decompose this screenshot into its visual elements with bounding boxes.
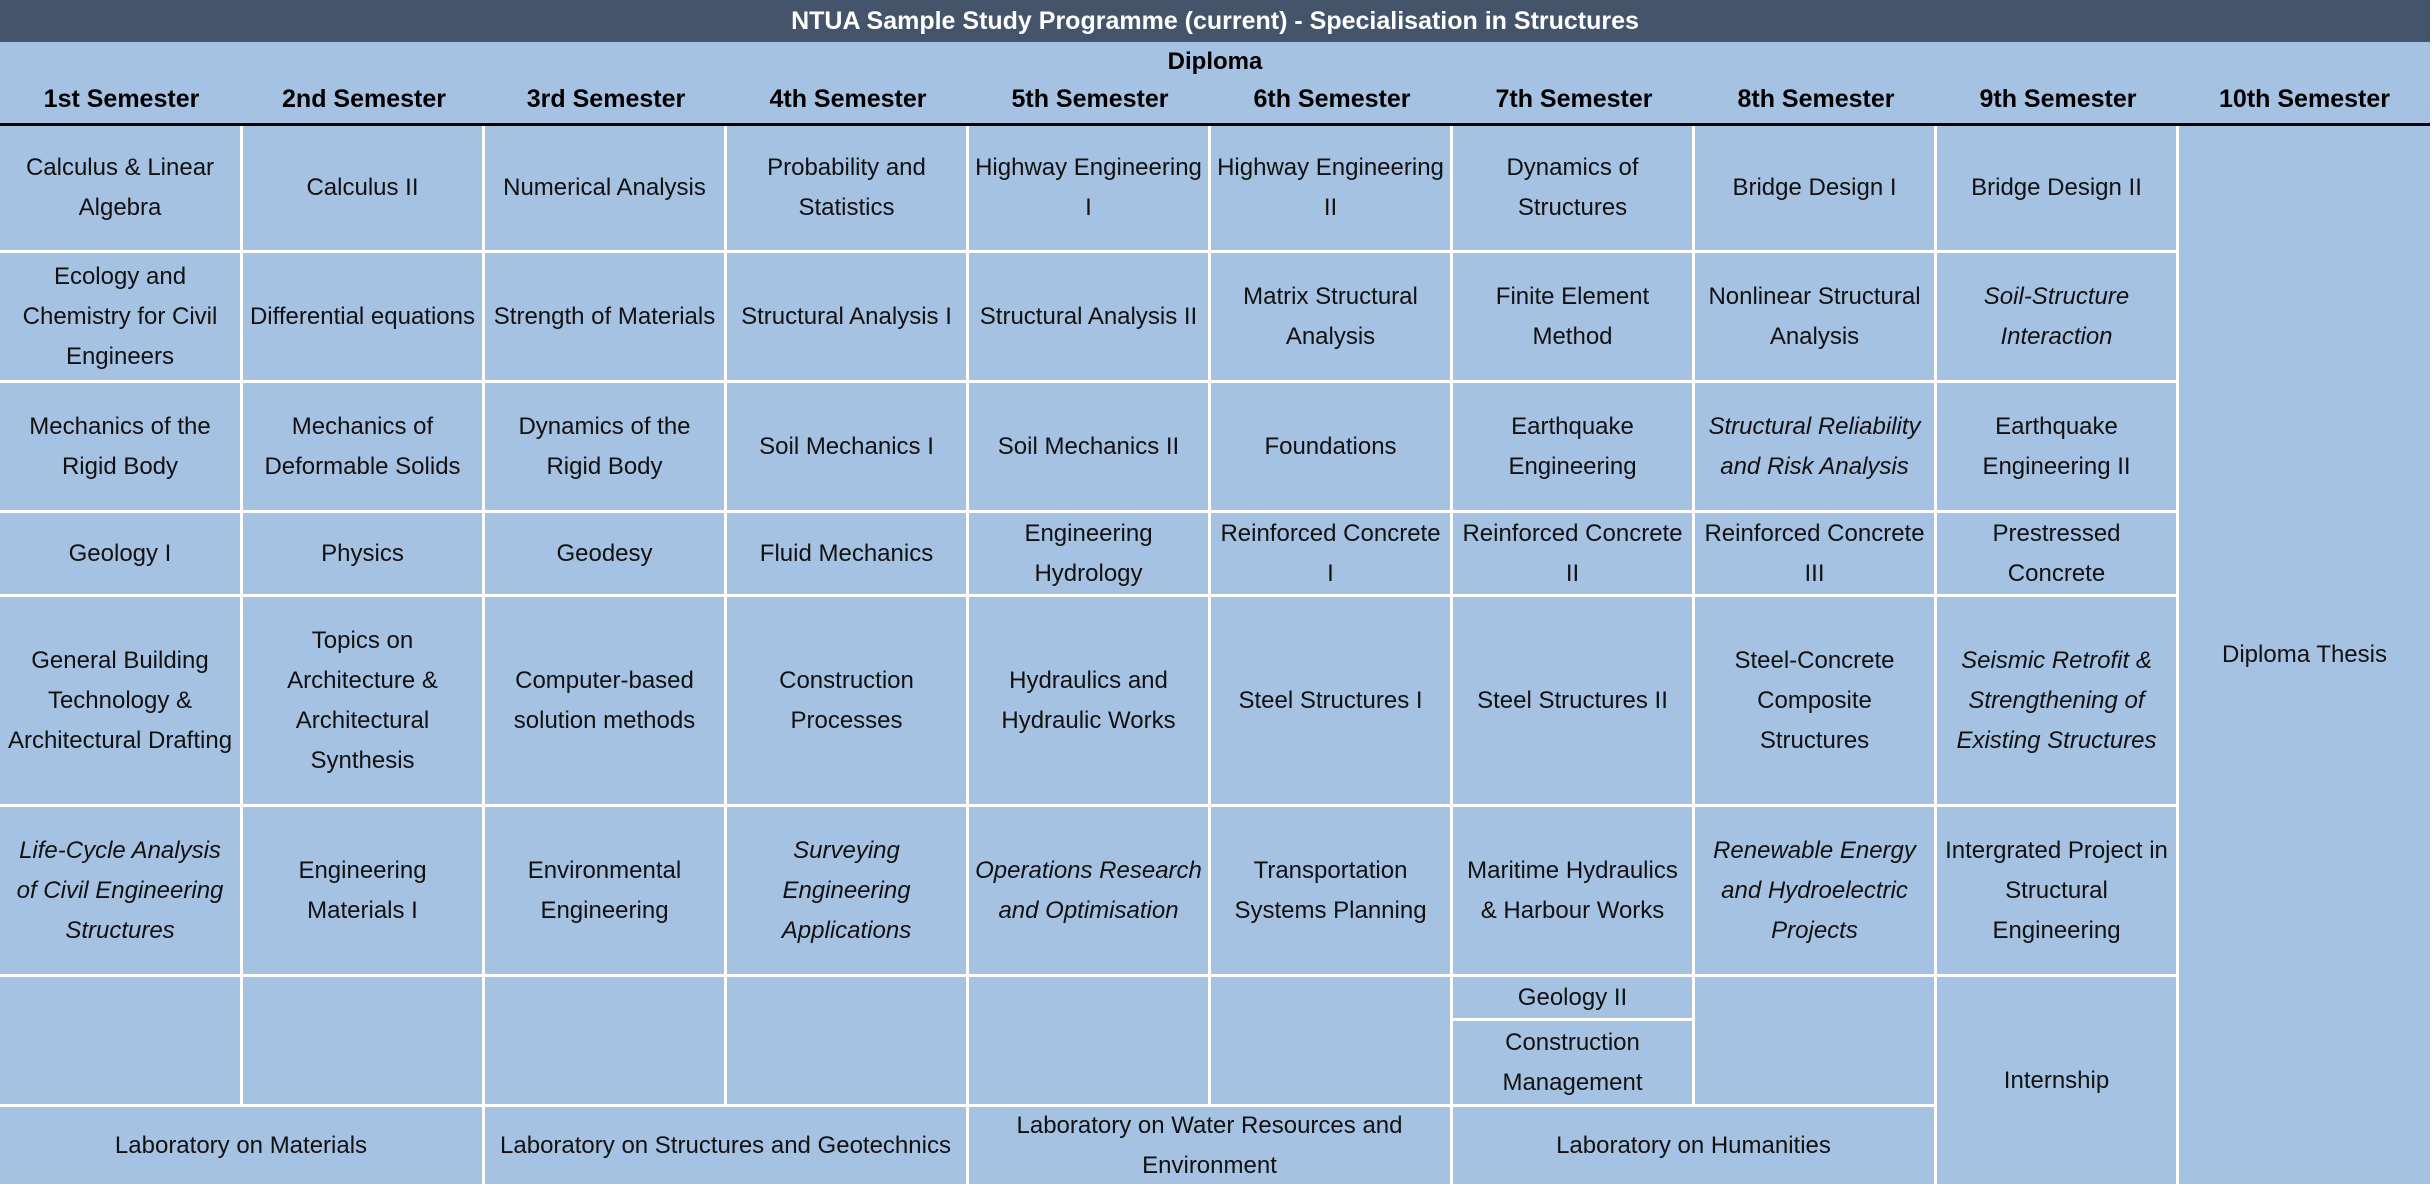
semester-header-10: 10th Semester: [2179, 76, 2430, 126]
course-cell: Differential equations: [243, 253, 485, 383]
diploma-thesis-cell: Diploma Thesis: [2179, 126, 2430, 1187]
course-cell: Nonlinear Structural Analysis: [1695, 253, 1937, 383]
course-cell: Computer-based solution methods: [485, 597, 727, 807]
semester-header-9: 9th Semester: [1937, 76, 2179, 126]
diploma-header: Diploma: [0, 42, 2430, 76]
semester-header-1: 1st Semester: [0, 76, 243, 126]
course-cell: Topics on Architecture & Architectural Synthesis: [243, 597, 485, 807]
lab-cell-structures-geotechnics: Laboratory on Structures and Geotechnics: [485, 1107, 969, 1187]
course-cell: Dynamics of the Rigid Body: [485, 383, 727, 513]
course-cell: Highway Engineering I: [969, 126, 1211, 253]
elective-course-cell: Soil-Structure Interaction: [1937, 253, 2179, 383]
course-cell: Steel-Concrete Composite Structures: [1695, 597, 1937, 807]
course-cell: Bridge Design II: [1937, 126, 2179, 253]
course-cell: Transportation Systems Planning: [1211, 807, 1453, 977]
course-cell: Steel Structures I: [1211, 597, 1453, 807]
table-title: NTUA Sample Study Programme (current) - Specialisation in Structures: [0, 0, 2430, 42]
course-cell: Physics: [243, 513, 485, 597]
course-cell: Engineering Hydrology: [969, 513, 1211, 597]
course-cell: Geodesy: [485, 513, 727, 597]
course-cell: Strength of Materials: [485, 253, 727, 383]
semester-header-7: 7th Semester: [1453, 76, 1695, 126]
empty-cell: [969, 977, 1211, 1107]
course-cell: Prestressed Concrete: [1937, 513, 2179, 597]
course-cell: Structural Analysis II: [969, 253, 1211, 383]
empty-cell: [485, 977, 727, 1107]
course-cell: Steel Structures II: [1453, 597, 1695, 807]
lab-cell-humanities: Laboratory on Humanities: [1453, 1107, 1937, 1187]
internship-cell: Internship: [1937, 977, 2179, 1187]
course-cell: Structural Analysis I: [727, 253, 969, 383]
elective-course-cell: Structural Reliability and Risk Analysis: [1695, 383, 1937, 513]
empty-cell: [727, 977, 969, 1107]
semester-header-5: 5th Semester: [969, 76, 1211, 126]
course-cell: Highway Engineering II: [1211, 126, 1453, 253]
elective-course-cell: Renewable Energy and Hydroelectric Projects: [1695, 807, 1937, 977]
course-cell: Bridge Design I: [1695, 126, 1937, 253]
semester-header-6: 6th Semester: [1211, 76, 1453, 126]
elective-course-cell: Operations Research and Optimisation: [969, 807, 1211, 977]
course-cell: Soil Mechanics I: [727, 383, 969, 513]
course-cell: Fluid Mechanics: [727, 513, 969, 597]
course-cell: Reinforced Concrete III: [1695, 513, 1937, 597]
course-cell: Hydraulics and Hydraulic Works: [969, 597, 1211, 807]
course-cell: Matrix Structural Analysis: [1211, 253, 1453, 383]
course-cell: Soil Mechanics II: [969, 383, 1211, 513]
course-cell: Probability and Statistics: [727, 126, 969, 253]
course-cell: Maritime Hydraulics & Harbour Works: [1453, 807, 1695, 977]
lab-cell-water: Laboratory on Water Resources and Environment: [969, 1107, 1453, 1187]
course-cell: Calculus & Linear Algebra: [0, 126, 243, 253]
course-cell: Dynamics of Structures: [1453, 126, 1695, 253]
course-cell: Earthquake Engineering II: [1937, 383, 2179, 513]
course-cell: Reinforced Concrete II: [1453, 513, 1695, 597]
empty-cell: [1211, 977, 1453, 1107]
course-cell: Foundations: [1211, 383, 1453, 513]
semester-header-8: 8th Semester: [1695, 76, 1937, 126]
course-cell: Environmental Engineering: [485, 807, 727, 977]
course-cell: Ecology and Chemistry for Civil Engineers: [0, 253, 243, 383]
lab-cell-materials: Laboratory on Materials: [0, 1107, 485, 1187]
course-cell: Reinforced Concrete I: [1211, 513, 1453, 597]
course-cell: Earthquake Engineering: [1453, 383, 1695, 513]
empty-cell: [0, 977, 243, 1107]
course-cell: General Building Technology & Architectural Drafting: [0, 597, 243, 807]
semester-header-4: 4th Semester: [727, 76, 969, 126]
elective-course-cell: Life-Cycle Analysis of Civil Engineering Structures: [0, 807, 243, 977]
elective-course-cell: Surveying Engineering Applications: [727, 807, 969, 977]
course-cell: Engineering Materials I: [243, 807, 485, 977]
empty-cell: [243, 977, 485, 1107]
semester-header-2: 2nd Semester: [243, 76, 485, 126]
course-cell: Numerical Analysis: [485, 126, 727, 253]
course-cell: Construction Processes: [727, 597, 969, 807]
course-cell: Calculus II: [243, 126, 485, 253]
course-cell: Mechanics of the Rigid Body: [0, 383, 243, 513]
semester-header-3: 3rd Semester: [485, 76, 727, 126]
course-cell: Construction Management: [1453, 1021, 1695, 1107]
course-cell: Intergrated Project in Structural Engineering: [1937, 807, 2179, 977]
elective-course-cell: Seismic Retrofit & Strengthening of Existing Structures: [1937, 597, 2179, 807]
empty-cell: [1695, 977, 1937, 1107]
course-cell: Geology II: [1453, 977, 1695, 1021]
course-cell: Finite Element Method: [1453, 253, 1695, 383]
course-cell: Geology I: [0, 513, 243, 597]
course-cell: Mechanics of Deformable Solids: [243, 383, 485, 513]
